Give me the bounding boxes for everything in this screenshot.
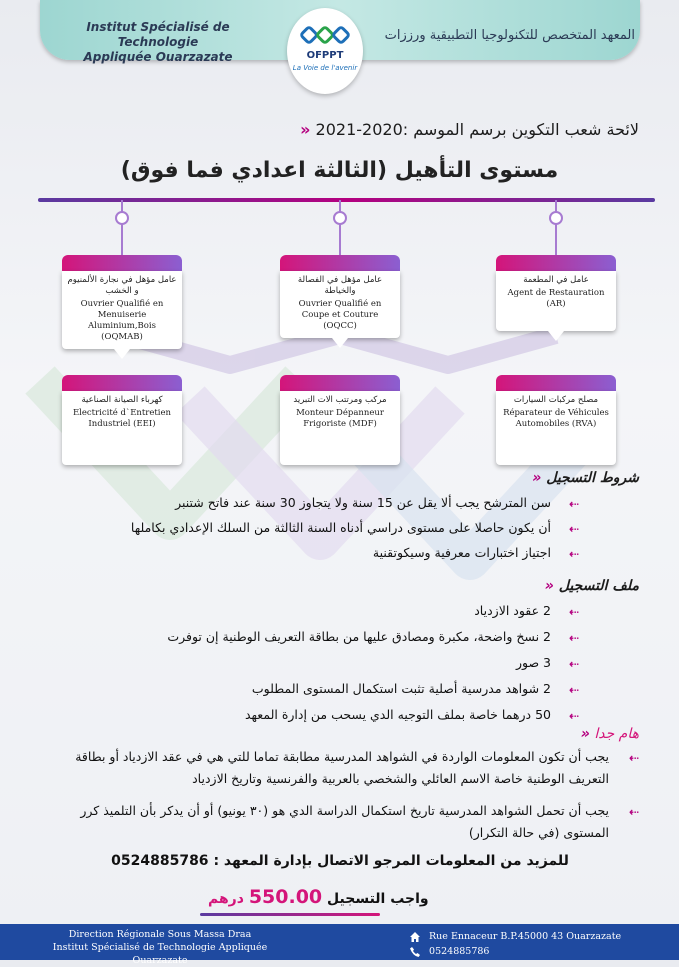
fee-underline [200, 913, 380, 916]
program-card-oqmab[interactable] [62, 255, 182, 349]
dashed-arrow-icon: ⇠ [568, 605, 579, 619]
card-notch [548, 331, 564, 341]
card-notch [114, 349, 130, 359]
important-note: يجب أن تحمل الشواهد المدرسية تاريخ استكمال الدراسة الدي هو (٣٠ يونيو) أو أن يدكر بأن التلميذ كرر المستوى (في حالة التكرار) [80, 803, 609, 840]
registration-fee [208, 886, 429, 908]
card-body [496, 271, 616, 331]
card-body [280, 271, 400, 338]
institute-name-fr [58, 20, 258, 65]
program-name-ar: كهرباء الصيانة الصناعية [81, 395, 163, 405]
program-card-eei[interactable] [62, 375, 182, 465]
institute-name-fr-line2: Appliquée Ouarzazate [83, 50, 233, 64]
dashed-arrow-icon: ⇠ [568, 547, 579, 561]
important-note: يجب أن تكون المعلومات الواردة في الشواهد المدرسية مطابقة تماما للتي هي في عقد الازدياد أو بطاقة التعريف الوطنية خاصة الاسم العائلي والشخصي بالعربية والفرنسية وتاريخ الازدياد [75, 749, 609, 786]
programs-list-title [300, 120, 639, 139]
program-name-ar: عامل في المطعمة [523, 275, 589, 285]
program-name-fr: Ouvrier Qualifié en Menuiserie Aluminium,Bois (OQMAB) [80, 299, 164, 342]
program-name-fr: Réparateur de Véhicules Automobiles (RVA) [503, 408, 609, 429]
institute-name-ar: المعهد المتخصص للتكنولوجيا التطبيقية ورززات [384, 28, 635, 43]
contact-text: للمزيد من المعلومات المرجو الاتصال بإدارة المعهد : [213, 853, 569, 869]
footer-address: Rue Ennaceur B.P.45000 43 Ouarzazate [429, 931, 622, 942]
condition-item: أن يكون حاصلا على مستوى دراسي أدناه السنة الثالثة من السلك الإعدادي بكاملها [130, 520, 551, 535]
program-name-fr: Ouvrier Qualifié en Coupe et Couture (OQCC) [298, 299, 382, 331]
double-chevron-icon: « [300, 120, 311, 139]
program-name-ar: عامل مؤهل في نجارة الألمنيوم و الخشب [67, 275, 177, 296]
dashed-arrow-icon: ⇠ [568, 657, 579, 671]
contact-phone: 0524885786 [111, 853, 209, 869]
dashed-arrow-icon: ⇠ [568, 497, 579, 511]
program-card-ar[interactable] [496, 255, 616, 331]
dashed-arrow-icon: ⇠ [568, 683, 579, 697]
program-card-mdf[interactable] [280, 375, 400, 465]
phone-icon [410, 947, 420, 957]
condition-item: اجتياز اختبارات معرفية وسيكوتقنية [372, 545, 551, 560]
file-item: 2 شواهد مدرسية أصلية تثبت استكمال المستوى المطلوب [251, 681, 551, 696]
fee-currency: درهم [208, 891, 244, 907]
footer-direction [30, 928, 290, 967]
program-name-ar: عامل مؤهل في الفصالة والخياطة [297, 275, 383, 296]
file-item: 50 درهما خاصة بملف التوجيه الدي يسحب من إدارة المعهد [244, 707, 551, 722]
ofppt-logo-icon [301, 26, 349, 48]
institute-name-fr-line1: Institut Spécialisé de Technologie [86, 20, 230, 49]
card-body [62, 271, 182, 349]
footer-contact [410, 929, 621, 959]
contact-line [100, 853, 580, 869]
home-icon [410, 932, 420, 942]
logo-name: OFPPT [306, 50, 344, 61]
double-chevron-icon: « [532, 470, 542, 486]
dashed-arrow-icon: ⇠ [568, 631, 579, 645]
double-chevron-icon: « [544, 578, 554, 594]
ofppt-logo [287, 8, 363, 94]
footer-direction-line2: Institut Spécialisé de Technologie Appliquée Ouarzazate [52, 942, 268, 966]
card-body [62, 391, 182, 465]
programs-list-label: لائحة شعب التكوين برسم الموسم :2020-2021 [315, 120, 639, 139]
file-item: 2 نسخ واضحة، مكبرة ومصادق عليها من بطاقة التعريف الوطنية إن توفرت [167, 629, 551, 644]
card-body [280, 391, 400, 465]
program-card-rva[interactable] [496, 375, 616, 465]
dashed-arrow-icon: ⇠ [628, 751, 639, 765]
program-name-fr: Agent de Restauration (AR) [507, 288, 605, 309]
card-body [496, 391, 616, 465]
card-notch [332, 338, 348, 348]
program-name-fr: Monteur Dépanneur Frigoriste (MDF) [296, 408, 384, 429]
conditions-title-text: شروط التسجيل [546, 470, 639, 486]
file-item: 2 عقود الازدياد [474, 603, 551, 618]
file-title-text: ملف التسجيل [558, 578, 639, 594]
footer-phone-row [410, 944, 621, 959]
dashed-arrow-icon: ⇠ [568, 522, 579, 536]
program-name-fr: Electricité d`Entretien Industriel (EEI) [72, 408, 172, 429]
footer-direction-line1: Direction Régionale Sous Massa Draa [68, 929, 252, 940]
fee-label: واجب التسجيل [327, 891, 429, 907]
important-title [581, 726, 639, 742]
double-chevron-icon: « [580, 726, 590, 742]
fee-amount: 550.00 [248, 886, 323, 908]
file-item: 3 صور [515, 655, 551, 670]
logo-slogan: La Voie de l'avenir [292, 64, 358, 72]
dashed-arrow-icon: ⇠ [568, 709, 579, 723]
footer-address-row [410, 929, 621, 944]
program-name-ar: مركب ومرتتب الات التبريد [293, 395, 387, 405]
program-card-oqcc[interactable] [280, 255, 400, 338]
level-title: مستوى التأهيل (الثالثة اعدادي فما فوق) [120, 158, 559, 183]
footer-phone: 0524885786 [429, 946, 490, 957]
dashed-arrow-icon: ⇠ [628, 805, 639, 819]
condition-item: سن المترشح يجب ألا يقل عن 15 سنة ولا يتجاوز 30 سنة عند فاتح شتنبر [175, 495, 551, 510]
program-name-ar: مصلح مركبات السيارات [513, 395, 599, 405]
file-title [545, 578, 639, 594]
important-title-text: هام جدا [594, 726, 639, 742]
conditions-title [532, 470, 639, 486]
